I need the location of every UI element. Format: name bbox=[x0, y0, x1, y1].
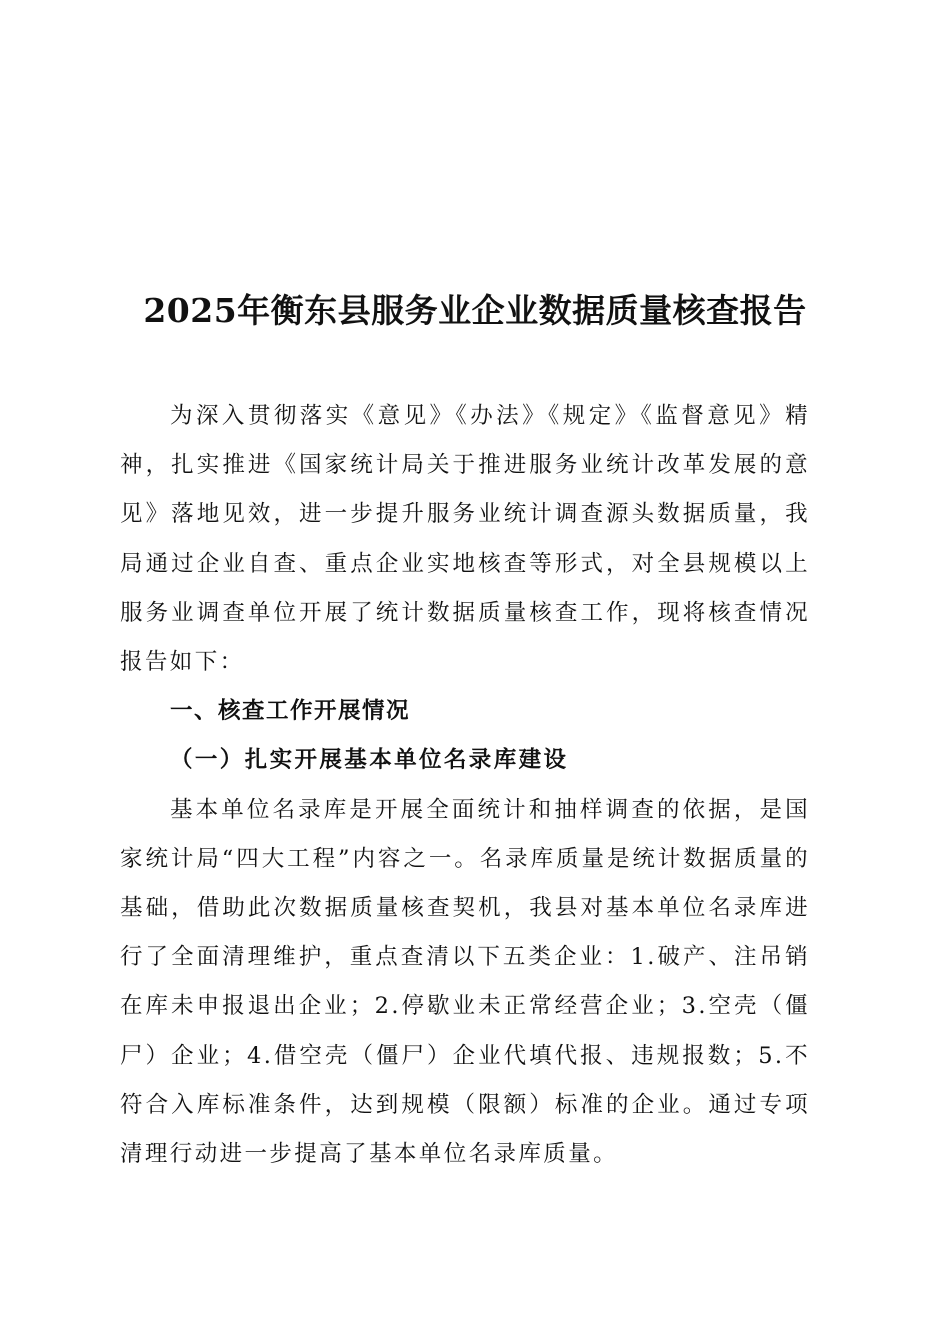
section-heading-1: 一、核查工作开展情况 bbox=[170, 698, 411, 725]
document-title: 2025年衡东县服务业企业数据质量核查报告 bbox=[143, 291, 807, 330]
document-body bbox=[120, 392, 810, 1179]
subsection-paragraph-1: 基本单位名录库是开展全面统计和抽样调查的依据，是国家统计局“四大工程”内容之一。名录库质量是统计数据质量的基础，借助此次数据质量核查契机，我县对基本单位名录库进行了全面清理维护，重点查清以下五类企业：1.破产、注吊销在库未申报退出企业；2.停歇业未正常经营企业；3.空壳（僵尸）企业；4.借空壳（僵尸）企业代填代报、违规报数；5.不符合入库标准条件，达到规模（限额）标准的企业。通过专项清理行动进一步提高了基本单位名录库质量。 bbox=[120, 796, 810, 1168]
subsection-heading-1: （一）扎实开展基本单位名录库建设 bbox=[170, 747, 569, 774]
intro-paragraph: 为深入贯彻落实《意见》《办法》《规定》《监督意见》精神，扎实推进《国家统计局关于推进服务业统计改革发展的意见》落地见效，进一步提升服务业统计调查源头数据质量，我局通过企业自查、重点企业实地核查等形式，对全县规模以上服务业调查单位开展了统计数据质量核查工作，现将核查情况报告如下： bbox=[120, 403, 810, 676]
